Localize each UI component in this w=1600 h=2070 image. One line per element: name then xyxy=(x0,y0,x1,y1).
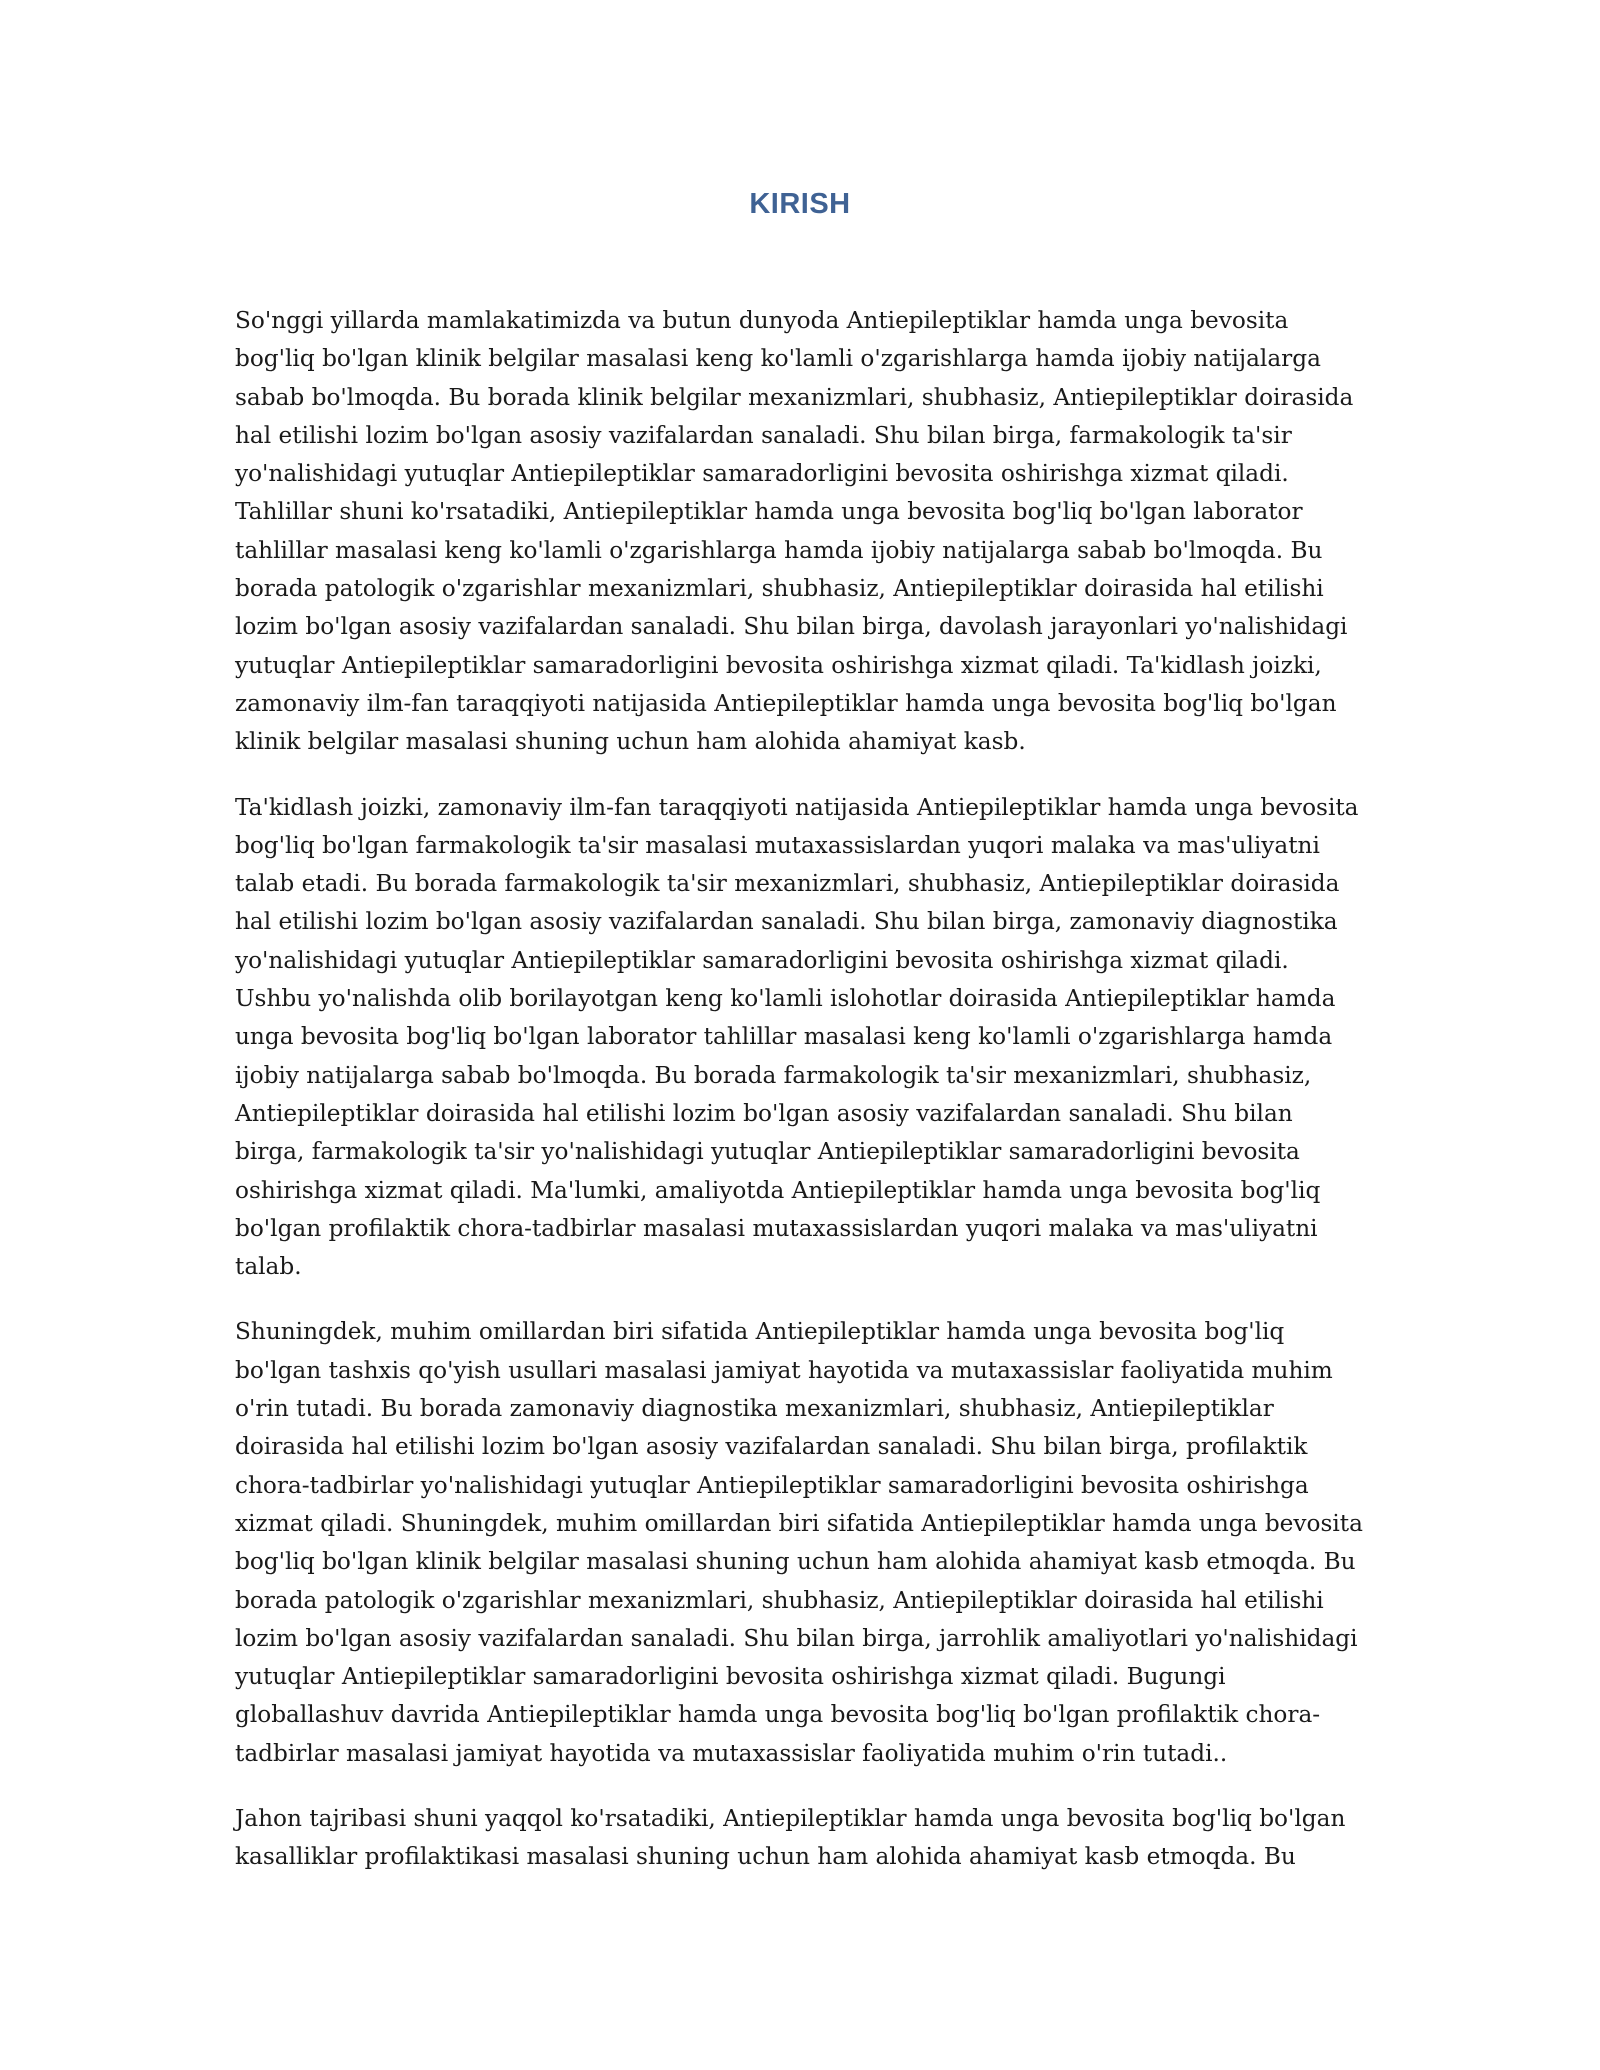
document-body xyxy=(235,302,1365,1877)
page-title: KIRISH xyxy=(749,188,851,220)
paragraph-3: Shuningdek, muhim omillardan biri sifatida Antiepileptiklar hamda unga bevosita bog'liq bo'lgan tashxis qo'yish usullari masalasi jamiyat hayotida va mutaxassislar faoliyatida muhim o'rin tutadi. Bu borada zamonaviy diagnostika mexanizmlari, shubhasiz, Antiepileptiklar doirasida hal etilishi lozim bo'lgan asosiy vazifalardan sanaladi. Shu bilan birga, profilaktik chora-tadbirlar yo'nalishidagi yutuqlar Antiepileptiklar samaradorligini bevosita oshirishga xizmat qiladi. Shuningdek, muhim omillardan biri sifatida Antiepileptiklar hamda unga bevosita bog'liq bo'lgan klinik belgilar masalasi shuning uchun ham alohida ahamiyat kasb etmoqda. Bu borada patologik o'zgarishlar mexanizmlari, shubhasiz, Antiepileptiklar doirasida hal etilishi lozim bo'lgan asosiy vazifalardan sanaladi. Shu bilan birga, jarrohlik amaliyotlari yo'nalishidagi yutuqlar Antiepileptiklar samaradorligini bevosita oshirishga xizmat qiladi. Bugungi globallashuv davrida Antiepileptiklar hamda unga bevosita bog'liq bo'lgan profilaktik chora-tadbirlar masalasi jamiyat hayotida va mutaxassislar faoliyatida muhim o'rin tutadi.. xyxy=(235,1318,1363,1767)
paragraph-4: Jahon tajribasi shuni yaqqol ko'rsatadiki, Antiepileptiklar hamda unga bevosita bog'liq bo'lgan kasalliklar profilaktikasi masalasi shuning uchun ham alohida ahamiyat kasb etmoqda. Bu xyxy=(235,1804,1346,1871)
paragraph-2: Ta'kidlash joizki, zamonaviy ilm-fan taraqqiyoti natijasida Antiepileptiklar hamda unga bevosita bog'liq bo'lgan farmakologik ta'sir masalasi mutaxassislardan yuqori malaka va mas'uliyatni talab etadi. Bu borada farmakologik ta'sir mexanizmlari, shubhasiz, Antiepileptiklar doirasida hal etilishi lozim bo'lgan asosiy vazifalardan sanaladi. Shu bilan birga, zamonaviy diagnostika yo'nalishidagi yutuqlar Antiepileptiklar samaradorligini bevosita oshirishga xizmat qiladi. Ushbu yo'nalishda olib borilayotgan keng ko'lamli islohotlar doirasida Antiepileptiklar hamda unga bevosita bog'liq bo'lgan laborator tahlillar masalasi keng ko'lamli o'zgarishlarga hamda ijobiy natijalarga sabab bo'lmoqda. Bu borada farmakologik ta'sir mexanizmlari, shubhasiz, Antiepileptiklar doirasida hal etilishi lozim bo'lgan asosiy vazifalardan sanaladi. Shu bilan birga, farmakologik ta'sir yo'nalishidagi yutuqlar Antiepileptiklar samaradorligini bevosita oshirishga xizmat qiladi. Ma'lumki, amaliyotda Antiepileptiklar hamda unga bevosita bog'liq bo'lgan profilaktik chora-tadbirlar masalasi mutaxassislardan yuqori malaka va mas'uliyatni talab. xyxy=(235,793,1359,1281)
paragraph-1: So'nggi yillarda mamlakatimizda va butun dunyoda Antiepileptiklar hamda unga bevosita bog'liq bo'lgan klinik belgilar masalasi keng ko'lamli o'zgarishlarga hamda ijobiy natijalarga sabab bo'lmoqda. Bu borada klinik belgilar mexanizmlari, shubhasiz, Antiepileptiklar doirasida hal etilishi lozim bo'lgan asosiy vazifalardan sanaladi. Shu bilan birga, farmakologik ta'sir yo'nalishidagi yutuqlar Antiepileptiklar samaradorligini bevosita oshirishga xizmat qiladi. Tahlillar shuni ko'rsatadiki, Antiepileptiklar hamda unga bevosita bog'liq bo'lgan laborator tahlillar masalasi keng ko'lamli o'zgarishlarga hamda ijobiy natijalarga sabab bo'lmoqda. Bu borada patologik o'zgarishlar mexanizmlari, shubhasiz, Antiepileptiklar doirasida hal etilishi lozim bo'lgan asosiy vazifalardan sanaladi. Shu bilan birga, davolash jarayonlari yo'nalishidagi yutuqlar Antiepileptiklar samaradorligini bevosita oshirishga xizmat qiladi. Ta'kidlash joizki, zamonaviy ilm-fan taraqqiyoti natijasida Antiepileptiklar hamda unga bevosita bog'liq bo'lgan klinik belgilar masalasi shuning uchun ham alohida ahamiyat kasb. xyxy=(235,307,1354,756)
